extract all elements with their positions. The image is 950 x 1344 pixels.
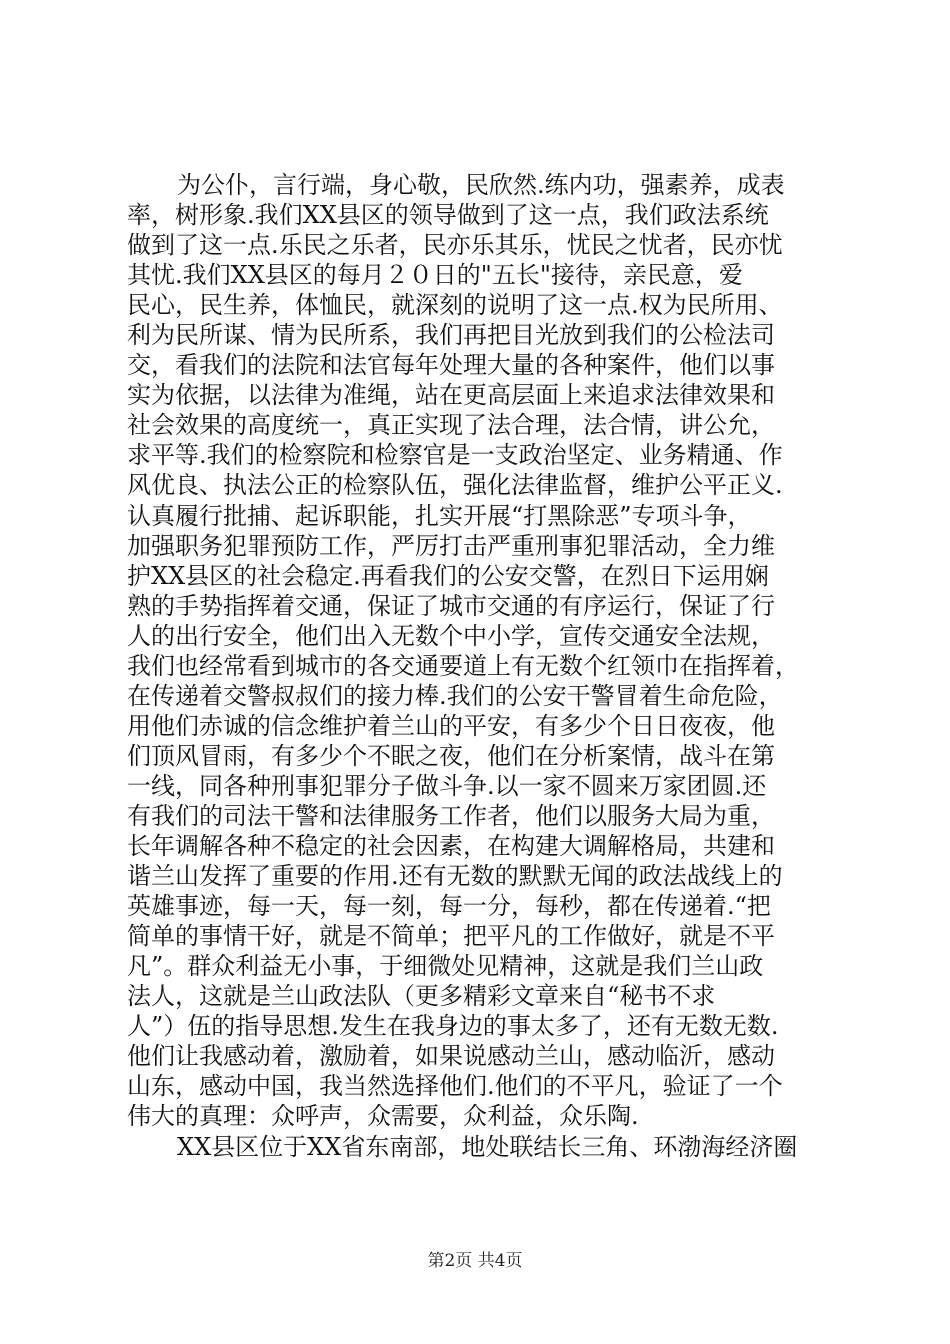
text-line: 们顶风冒雨，有多少个不眠之夜，他们在分析案情，战斗在第 — [127, 741, 775, 770]
page-footer: 第2页 共4页 — [427, 1251, 523, 1271]
text-line: 简单的事情干好，就是不简单；把平凡的工作做好，就是不平 — [127, 922, 775, 951]
text-line: 法人，这就是兰山政法队（更多精彩文章来自“秘书不求 — [127, 982, 716, 1011]
text-line: 率，树形象.我们XX县区的领导做到了这一点，我们政法系统 — [127, 201, 769, 230]
text-line: 我们也经常看到城市的各交通要道上有无数个红领巾在指挥着， — [127, 651, 799, 680]
text-line: 护XX县区的社会稳定.再看我们的公安交警，在烈日下运用娴 — [127, 561, 769, 590]
text-line: 用他们赤诚的信念维护着兰山的平安，有多少个日日夜夜，他 — [127, 711, 775, 740]
text-line: 做到了这一点.乐民之乐者，民亦乐其乐，忧民之忧者，民亦忧 — [127, 231, 783, 260]
text-line: 社会效果的高度统一，真正实现了法合理，法合情，讲公允， — [127, 411, 775, 440]
text-line: 其忧.我们XX县区的每月２０日的"五长"接待，亲民意，爱 — [127, 261, 743, 290]
text-line: 熟的手势指挥着交通，保证了城市交通的有序运行，保证了行 — [127, 591, 775, 620]
text-line: 有我们的司法干警和法律服务工作者，他们以服务大局为重， — [127, 801, 775, 830]
text-line: XX县区位于XX省东南部，地处联结长三角、环渤海经济圈 — [177, 1132, 798, 1161]
text-line: 在传递着交警叔叔们的接力棒.我们的公安干警冒着生命危险， — [127, 681, 783, 710]
text-line: 山东，感动中国，我当然选择他们.他们的不平凡，验证了一个 — [127, 1072, 783, 1101]
text-line: 一线，同各种刑事犯罪分子做斗争.以一家不圆来万家团圆.还 — [127, 771, 767, 800]
text-line: 民心，民生养，体恤民，就深刻的说明了这一点.权为民所用、 — [127, 291, 783, 320]
text-line: 风优良、执法公正的检察队伍，强化法律监督，维护公平正义. — [127, 471, 783, 500]
text-line: 英雄事迹，每一天，每一刻，每一分，每秒，都在传递着.“把 — [127, 892, 771, 921]
text-line: 利为民所谋、情为民所系，我们再把目光放到我们的公检法司 — [127, 321, 775, 350]
text-line: 认真履行批捕、起诉职能，扎实开展“打黑除恶”专项斗争， — [127, 501, 752, 530]
text-line: 求平等.我们的检察院和检察官是一支政治坚定、业务精通、作 — [127, 441, 783, 470]
text-line: 人”）伍的指导思想.发生在我身边的事太多了，还有无数无数. — [127, 1012, 779, 1041]
text-line: 实为依据，以法律为准绳，站在更高层面上来追求法律效果和 — [127, 381, 775, 410]
text-line: 加强职务犯罪预防工作，严厉打击严重刑事犯罪活动，全力维 — [127, 531, 775, 560]
text-line: 谐兰山发挥了重要的作用.还有无数的默默无闻的政法战线上的 — [127, 862, 783, 891]
text-line: 交，看我们的法院和法官每年处理大量的各种案件，他们以事 — [127, 351, 775, 380]
text-line: 他们让我感动着，激励着，如果说感动兰山，感动临沂，感动 — [127, 1042, 775, 1071]
body-text — [127, 170, 827, 1162]
text-line: 伟大的真理：众呼声，众需要，众利益，众乐陶. — [127, 1102, 639, 1131]
text-line: 为公仆，言行端，身心敬，民欣然.练内功，强素养，成表 — [177, 171, 785, 199]
text-line: 长年调解各种不稳定的社会因素，在构建大调解格局，共建和 — [127, 832, 775, 861]
text-line: 凡”。群众利益无小事，于细微处见精神，这就是我们兰山政 — [127, 952, 764, 981]
text-line: 人的出行安全，他们出入无数个中小学，宣传交通安全法规， — [127, 621, 775, 650]
